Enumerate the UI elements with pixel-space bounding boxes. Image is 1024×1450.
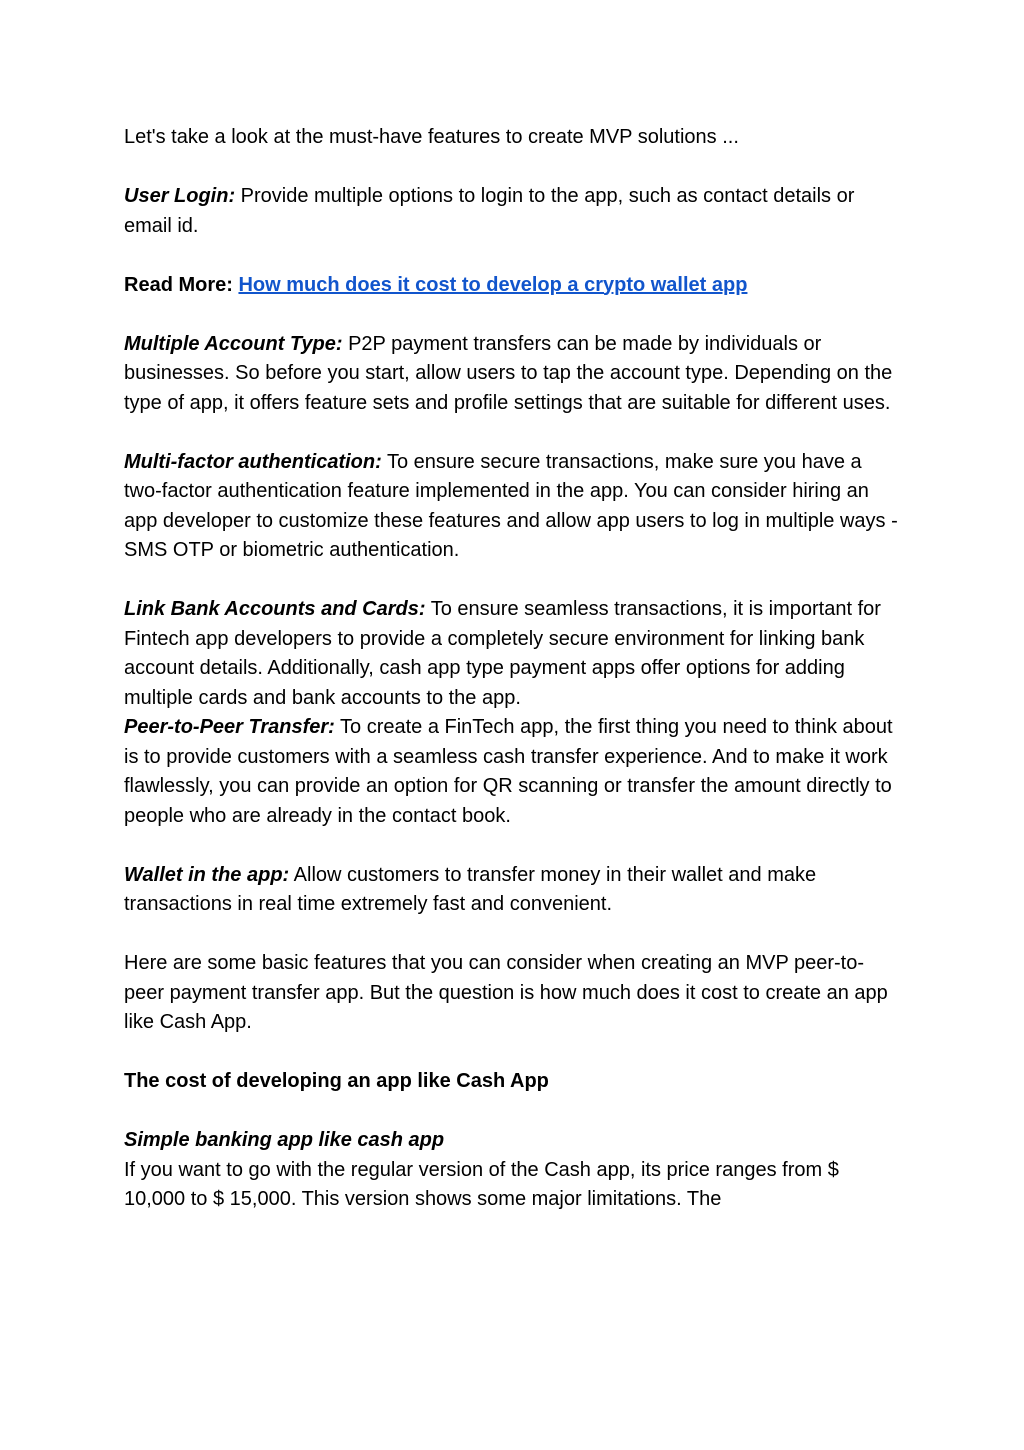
read-more-paragraph [124, 271, 904, 301]
link-bank-text: To ensure seamless transactions, it is important for Fintech app developers to provide a completely secure environment for linking bank account details. Additionally, cash app type payment apps offer options for adding multiple cards and bank accounts to the app. [124, 598, 881, 709]
mfa-heading: Multi-factor authentication: [124, 450, 382, 473]
summary-paragraph: Here are some basic features that you can consider when creating an MVP peer-to-peer payment transfer app. But the question is how much does it cost to create an app like Cash App. [124, 952, 888, 1033]
paragraph-spacer [124, 566, 904, 596]
user-login-paragraph [124, 182, 904, 241]
simple-app-heading: Simple banking app like cash app [124, 1129, 445, 1151]
paragraph-spacer [124, 241, 904, 271]
user-login-heading: User Login: [124, 185, 236, 207]
paragraph-spacer [124, 300, 904, 330]
multiple-account-text: P2P payment transfers can be made by individuals or businesses. So before you start, allow users to tap the account type. Depending on the type of app, it offers feature sets and profile settings that are suitable for different uses. [124, 332, 893, 414]
wallet-text: Allow customers to transfer money in their wallet and make transactions in real time extremely fast and convenient. [124, 863, 817, 915]
mfa-paragraph [124, 448, 904, 566]
paragraph-spacer [124, 418, 904, 448]
crypto-wallet-cost-link[interactable]: How much does it cost to develop a crypto wallet app [238, 273, 748, 296]
p2p-heading: Peer-to-Peer Transfer: [124, 716, 335, 738]
p2p-paragraph [124, 713, 904, 831]
read-more-label: Read More: [124, 273, 233, 296]
wallet-heading: Wallet in the app: [124, 863, 290, 886]
simple-app-text: If you want to go with the regular version of the Cash app, its price ranges from $ 10,000 to $ 15,000. This version shows some major limitations. The [124, 1158, 839, 1210]
p2p-text: To create a FinTech app, the first thing you need to think about is to provide customers with a seamless cash transfer experience. And to make it work flawlessly, you can provide an option for QR scanning or transfer the amount directly to people who are already in the contact book. [124, 716, 893, 827]
paragraph-spacer [124, 1097, 904, 1127]
mfa-text: To ensure secure transactions, make sure you have a two-factor authentication feature implemented in the app. You can consider hiring an app developer to customize these features and allow app users to log in multiple ways - SMS OTP or biometric authentication. [124, 450, 898, 561]
paragraph-spacer [124, 831, 904, 861]
user-login-text: Provide multiple options to login to the app, such as contact details or email id. [124, 185, 855, 237]
document-page [124, 123, 904, 1215]
paragraph-spacer [124, 920, 904, 950]
link-bank-heading: Link Bank Accounts and Cards: [124, 598, 426, 620]
multiple-account-heading: Multiple Account Type: [124, 332, 343, 355]
wallet-paragraph [124, 861, 904, 920]
link-bank-paragraph [124, 595, 904, 713]
paragraph-spacer [124, 153, 904, 183]
multiple-account-paragraph [124, 330, 904, 419]
paragraph-spacer [124, 1038, 904, 1068]
intro-paragraph: Let's take a look at the must-have features to create MVP solutions ... [124, 126, 739, 148]
cost-section-heading: The cost of developing an app like Cash App [124, 1070, 549, 1092]
